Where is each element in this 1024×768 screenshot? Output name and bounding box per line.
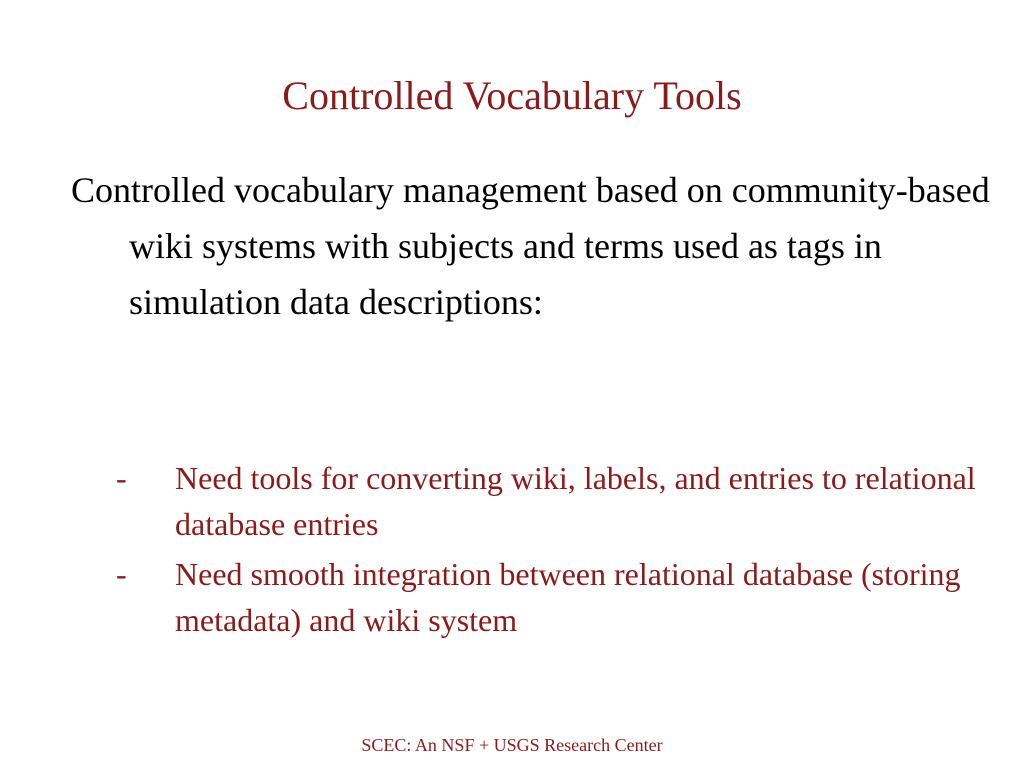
bullet-dash-marker: - [116,460,127,496]
bullet-list [116,455,996,647]
bullet-item [116,455,996,547]
bullet-item [116,551,996,643]
bullet-text: Need tools for converting wiki, labels, and entries to relational database entries [175,460,976,542]
bullet-text: Need smooth integration between relational database (storing metadata) and wiki system [175,556,961,638]
main-paragraph: Controlled vocabulary management based on community-based wiki systems with subjects and terms used as tags in simulation data descriptions: [71,170,990,322]
bullet-dash-marker: - [116,556,127,592]
slide-title: Controlled Vocabulary Tools [282,73,742,118]
slide-footer: SCEC: An NSF + USGS Research Center [361,735,663,755]
